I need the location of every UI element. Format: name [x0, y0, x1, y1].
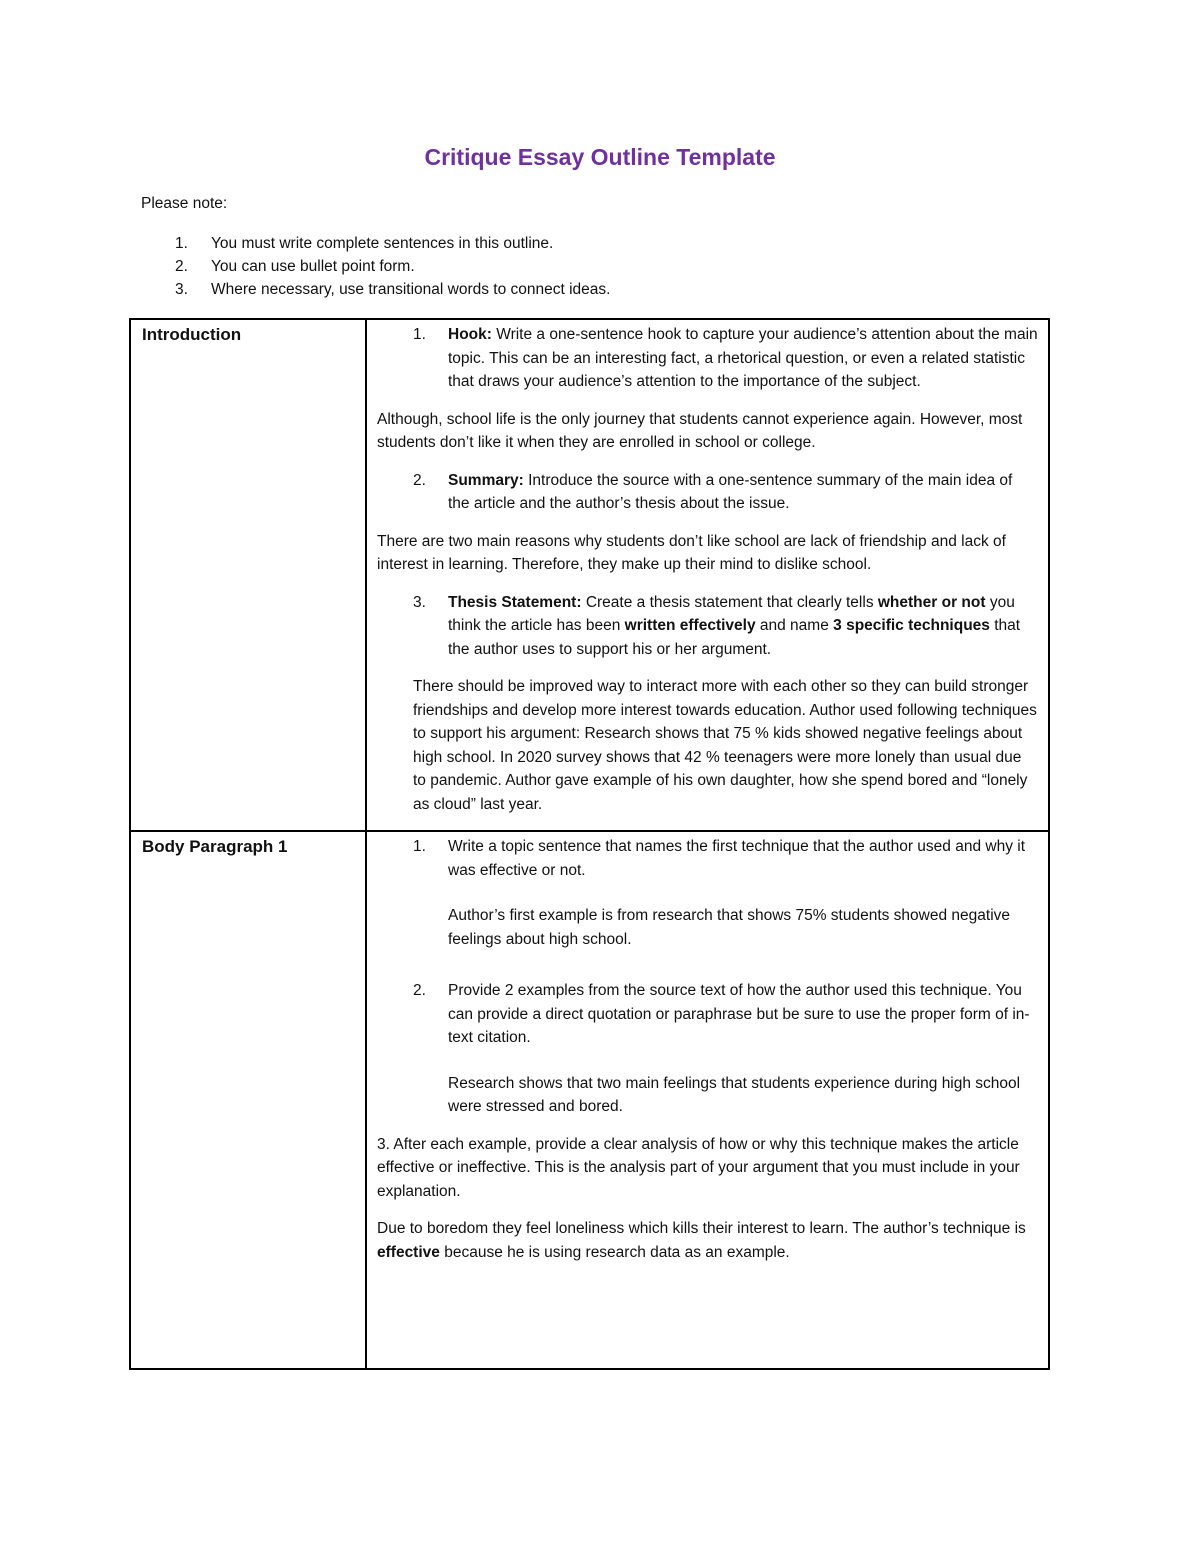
thesis-text: that the author uses to support his or her argument.: [448, 617, 1021, 658]
item-number: 1.: [413, 838, 426, 855]
section-content-cell: [366, 831, 1049, 1369]
hook-instruction: [377, 323, 1038, 394]
item-number: 1.: [413, 326, 426, 343]
section-label-introduction: Introduction: [142, 325, 242, 344]
topic-sentence-instruction: [377, 835, 1038, 882]
item-number: 2.: [413, 982, 426, 999]
hook-answer: Although, school life is the only journey that students cannot experience again. However, most students don’t like it when they are enrolled in school or college.: [377, 410, 1023, 451]
list-item: [141, 280, 610, 303]
summary-instruction: [377, 469, 1038, 516]
note-label: Please note:: [141, 195, 228, 212]
item-number: 3.: [413, 593, 426, 611]
analysis-emphasis: effective: [377, 1243, 440, 1261]
thesis-emphasis: whether or not: [877, 593, 986, 611]
section-label-body-paragraph-1: Body Paragraph 1: [142, 837, 288, 856]
thesis-emphasis: written effectively: [624, 617, 756, 634]
section-content-cell: [366, 319, 1049, 831]
thesis-heading: Thesis Statement:: [448, 593, 582, 611]
introduction-content: [367, 320, 1048, 816]
section-label-cell: [130, 319, 366, 831]
list-number: 3.: [175, 281, 188, 298]
thesis-instruction: [377, 591, 1038, 662]
list-text: Where necessary, use transitional words to connect ideas.: [211, 281, 611, 298]
summary-text: Introduce the source with a one-sentence summary of the main idea of the article and the author’s thesis about the issue.: [448, 471, 1013, 512]
list-number: 2.: [175, 258, 188, 275]
item-number: 2.: [413, 471, 426, 489]
note-list: [141, 234, 610, 303]
list-number: 1.: [175, 235, 188, 252]
list-text: You must write complete sentences in this outline.: [211, 235, 554, 252]
topic-sentence-answer: Author’s first example is from research that shows 75% students showed negative feelings about high school.: [448, 907, 1011, 948]
summary-answer: There are two main reasons why students don’t like school are lack of friendship and lack of interest in learning. Therefore, they make up their mind to dislike school.: [377, 532, 1006, 573]
thesis-text: and name: [755, 617, 834, 634]
hook-text: Write a one-sentence hook to capture your audience’s attention about the main topic. This can be an interesting fact, a rhetorical question, or even a related statistic that draws your audience’s attention to the importance of the subject.: [448, 326, 1038, 390]
table-row-introduction: [130, 319, 1049, 831]
table-row-body-paragraph-1: [130, 831, 1049, 1369]
examples-instruction: [377, 979, 1038, 1050]
body-paragraph-1-content: [367, 832, 1048, 1264]
page-title: Critique Essay Outline Template: [424, 144, 776, 170]
list-text: You can use bullet point form.: [211, 258, 415, 275]
section-label-cell: [130, 831, 366, 1369]
analysis-answer: [377, 1217, 1038, 1264]
thesis-text: you think the article has been: [448, 593, 1015, 634]
thesis-text: Create a thesis statement that clearly tells: [581, 593, 878, 611]
thesis-answer: There should be improved way to interact more with each other so they can build stronger friendships and develop more interest towards education. Author used following techniques to support his argument: Research shows that 75 % kids showed negative feelings about high school. In 2020 survey shows that 42 % teenagers were more lonely than usual due to pandemic. Author gave example of his own daughter, how she spend bored and “lonely as cloud” last year.: [413, 678, 1037, 813]
analysis-text: Due to boredom they feel loneliness which kills their interest to learn. The author’s technique is: [377, 1220, 1026, 1237]
analysis-text: because he is using research data as an example.: [439, 1243, 790, 1261]
summary-heading: Summary:: [448, 471, 524, 489]
analysis-instruction: 3. After each example, provide a clear analysis of how or why this technique makes the article effective or ineffective. This is the analysis part of your argument that you must include in your explanation.: [377, 1135, 1020, 1200]
hook-heading: Hook:: [448, 326, 492, 343]
outline-table: [129, 318, 1050, 1370]
list-item: [141, 257, 610, 280]
list-item: [141, 234, 610, 257]
topic-sentence-text: Write a topic sentence that names the first technique that the author used and why it was effective or not.: [448, 838, 1025, 879]
thesis-emphasis: 3 specific techniques: [833, 617, 990, 634]
examples-answer: Research shows that two main feelings that students experience during high school were stressed and bored.: [448, 1074, 1021, 1115]
examples-text: Provide 2 examples from the source text of how the author used this technique. You can provide a direct quotation or paraphrase but be sure to use the proper form of in-text citation.: [448, 982, 1030, 1046]
